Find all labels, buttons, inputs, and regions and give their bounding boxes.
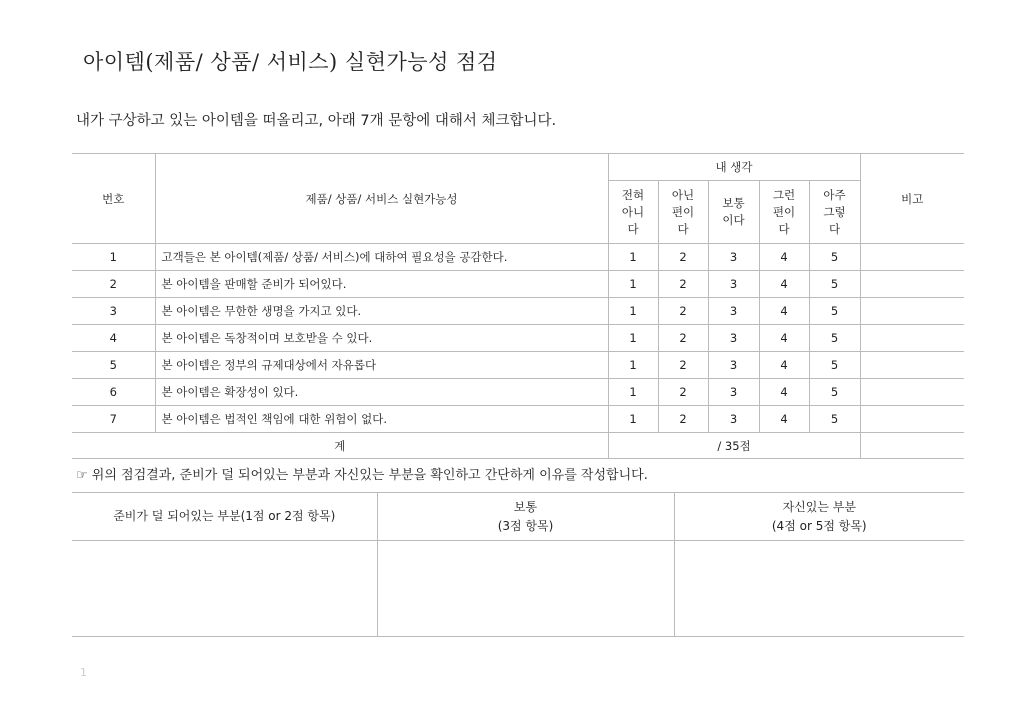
score-option-4[interactable]: 4 <box>759 325 809 352</box>
instruction-note: ☞ 위의 점검결과, 준비가 덜 되어있는 부분과 자신있는 부분을 확인하고 간단하게 이유를 작성합니다. <box>76 468 648 483</box>
score-option-2[interactable]: 2 <box>658 244 708 271</box>
row-remarks[interactable] <box>860 379 964 406</box>
table-row <box>72 352 964 379</box>
header-average: 보통 (3점 항목) <box>377 493 674 541</box>
header-not-ready: 준비가 덜 되어있는 부분(1점 or 2점 항목) <box>72 493 377 541</box>
row-number: 2 <box>72 271 155 298</box>
row-question: 본 아이템은 독창적이며 보호받을 수 있다. <box>155 325 608 352</box>
score-option-3[interactable]: 3 <box>708 271 759 298</box>
score-option-1[interactable]: 1 <box>608 244 658 271</box>
row-question: 본 아이템은 무한한 생명을 가지고 있다. <box>155 298 608 325</box>
score-option-2[interactable]: 2 <box>658 271 708 298</box>
score-option-4[interactable]: 4 <box>759 271 809 298</box>
header-number: 번호 <box>72 154 155 244</box>
score-option-5[interactable]: 5 <box>809 352 860 379</box>
page-number: 1 <box>80 666 87 679</box>
score-option-5[interactable]: 5 <box>809 325 860 352</box>
score-option-2[interactable]: 2 <box>658 352 708 379</box>
intro-text: 내가 구상하고 있는 아이템을 떠올리고, 아래 7개 문항에 대해서 체크합니다. <box>76 113 557 129</box>
row-remarks[interactable] <box>860 271 964 298</box>
score-option-3[interactable]: 3 <box>708 244 759 271</box>
score-option-4[interactable]: 4 <box>759 379 809 406</box>
row-number: 5 <box>72 352 155 379</box>
score-option-5[interactable]: 5 <box>809 298 860 325</box>
confident-input[interactable] <box>674 541 964 637</box>
row-question: 본 아이템을 판매할 준비가 되어있다. <box>155 271 608 298</box>
average-input[interactable] <box>377 541 674 637</box>
score-option-3[interactable]: 3 <box>708 379 759 406</box>
score-option-3[interactable]: 3 <box>708 352 759 379</box>
table-row <box>72 244 964 271</box>
score-option-4[interactable]: 4 <box>759 352 809 379</box>
total-remarks <box>860 433 964 459</box>
header-item: 제품/ 상품/ 서비스 실현가능성 <box>155 154 608 244</box>
scale-header-2: 아닌 편이 다 <box>658 181 708 244</box>
score-option-5[interactable]: 5 <box>809 379 860 406</box>
score-option-1[interactable]: 1 <box>608 271 658 298</box>
scale-header-4: 그런 편이 다 <box>759 181 809 244</box>
score-option-3[interactable]: 3 <box>708 325 759 352</box>
page-title: 아이템(제품/ 상품/ 서비스) 실현가능성 점검 <box>83 50 498 74</box>
not-ready-input[interactable] <box>72 541 377 637</box>
table-row <box>72 271 964 298</box>
score-option-4[interactable]: 4 <box>759 244 809 271</box>
score-option-5[interactable]: 5 <box>809 244 860 271</box>
row-remarks[interactable] <box>860 352 964 379</box>
score-option-1[interactable]: 1 <box>608 298 658 325</box>
row-number: 7 <box>72 406 155 433</box>
header-remarks: 비고 <box>860 154 964 244</box>
score-option-2[interactable]: 2 <box>658 379 708 406</box>
table-row <box>72 406 964 433</box>
feasibility-checklist-table <box>72 153 964 459</box>
score-option-1[interactable]: 1 <box>608 379 658 406</box>
row-question: 고객들은 본 아이템(제품/ 상품/ 서비스)에 대하여 필요성을 공감한다. <box>155 244 608 271</box>
row-remarks[interactable] <box>860 325 964 352</box>
row-remarks[interactable] <box>860 406 964 433</box>
header-my-opinion: 내 생각 <box>608 154 860 181</box>
row-remarks[interactable] <box>860 298 964 325</box>
row-number: 6 <box>72 379 155 406</box>
scale-header-5: 아주 그렇 다 <box>809 181 860 244</box>
score-option-1[interactable]: 1 <box>608 325 658 352</box>
score-option-4[interactable]: 4 <box>759 406 809 433</box>
row-number: 1 <box>72 244 155 271</box>
score-option-1[interactable]: 1 <box>608 406 658 433</box>
row-question: 본 아이템은 정부의 규제대상에서 자유롭다 <box>155 352 608 379</box>
score-option-2[interactable]: 2 <box>658 406 708 433</box>
score-option-3[interactable]: 3 <box>708 406 759 433</box>
total-label: 계 <box>72 433 608 459</box>
table-row <box>72 325 964 352</box>
score-option-1[interactable]: 1 <box>608 352 658 379</box>
score-option-5[interactable]: 5 <box>809 406 860 433</box>
total-score[interactable]: / 35점 <box>608 433 860 459</box>
scale-header-1: 전혀 아니 다 <box>608 181 658 244</box>
score-option-5[interactable]: 5 <box>809 271 860 298</box>
table-row <box>72 379 964 406</box>
row-question: 본 아이템은 법적인 책임에 대한 위험이 없다. <box>155 406 608 433</box>
row-number: 3 <box>72 298 155 325</box>
row-number: 4 <box>72 325 155 352</box>
scale-header-3: 보통 이다 <box>708 181 759 244</box>
score-option-3[interactable]: 3 <box>708 298 759 325</box>
score-option-4[interactable]: 4 <box>759 298 809 325</box>
result-analysis-table <box>72 492 964 637</box>
row-remarks[interactable] <box>860 244 964 271</box>
score-option-2[interactable]: 2 <box>658 298 708 325</box>
score-option-2[interactable]: 2 <box>658 325 708 352</box>
header-confident: 자신있는 부분 (4점 or 5점 항목) <box>674 493 964 541</box>
table-row <box>72 298 964 325</box>
row-question: 본 아이템은 확장성이 있다. <box>155 379 608 406</box>
